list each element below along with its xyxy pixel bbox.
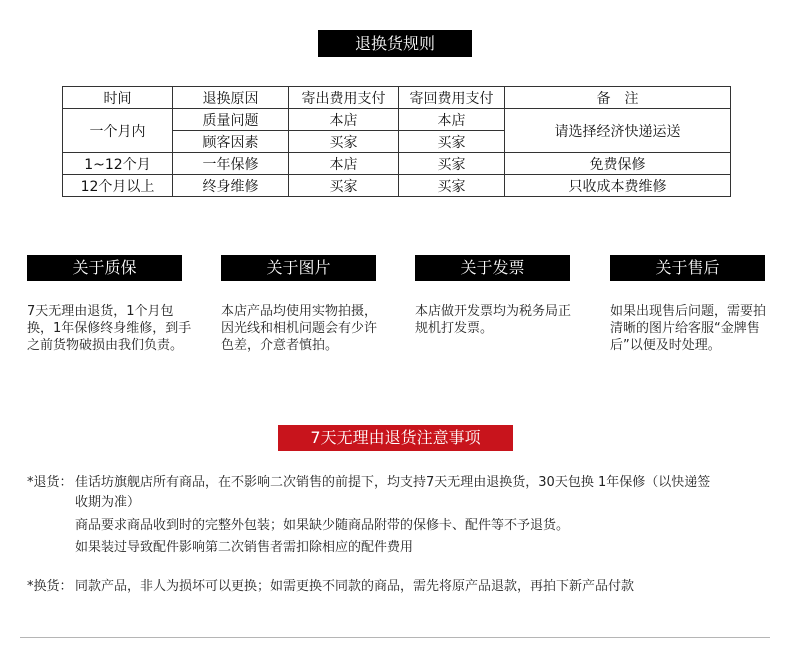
cell-reason: 顾客因素 bbox=[173, 131, 289, 153]
return-policy-line-1: 佳话坊旗舰店所有商品，在不影响二次销售的前提下，均支持7天无理由退换货，30天包换 1年保修（以快递签 bbox=[75, 475, 711, 490]
invoice-heading: 关于发票 bbox=[415, 255, 570, 281]
warranty-heading: 关于质保 bbox=[27, 255, 182, 281]
cell-return-fee: 本店 bbox=[399, 109, 505, 131]
cell-note: 免费保修 bbox=[505, 153, 731, 175]
return-policy-line-4: 如果装过导致配件影响第二次销售者需扣除相应的配件费用 bbox=[75, 540, 414, 555]
photos-heading: 关于图片 bbox=[221, 255, 376, 281]
cell-reason: 质量问题 bbox=[173, 109, 289, 131]
cell-note: 只收成本费维修 bbox=[505, 175, 731, 197]
table-row bbox=[63, 109, 731, 131]
warranty-text: 7天无理由退货，1个月包换，1年保修终身维修，到手之前货物破损由我们负责。 bbox=[27, 304, 192, 353]
invoice-text: 本店做开发票均为税务局正规机打发票。 bbox=[415, 304, 572, 336]
return-rules-table bbox=[62, 86, 731, 197]
cell-reason: 一年保修 bbox=[173, 153, 289, 175]
return-policy-line-3: 商品要求商品收到时的完整外包装；如果缺少随商品附带的保修卡、配件等不予退货。 bbox=[75, 518, 570, 533]
return-policy-line-2: 收期为准） bbox=[75, 495, 141, 510]
cell-time: 1~12个月 bbox=[63, 153, 173, 175]
cell-time: 一个月内 bbox=[63, 109, 173, 153]
header-send-fee: 寄出费用支付 bbox=[289, 87, 399, 109]
photos-text: 本店产品均使用实物拍摄，因光线和相机问题会有少许色差，介意者慎拍。 bbox=[221, 304, 378, 353]
after-sales-heading: 关于售后 bbox=[610, 255, 765, 281]
cell-note: 请选择经济快递运送 bbox=[505, 109, 731, 153]
cell-return-fee: 买家 bbox=[399, 175, 505, 197]
cell-return-fee: 买家 bbox=[399, 153, 505, 175]
header-time: 时间 bbox=[63, 87, 173, 109]
table-row bbox=[63, 175, 731, 197]
header-reason: 退换原因 bbox=[173, 87, 289, 109]
header-return-fee: 寄回费用支付 bbox=[399, 87, 505, 109]
cell-send-fee: 买家 bbox=[289, 175, 399, 197]
cell-reason: 终身维修 bbox=[173, 175, 289, 197]
exchange-policy-text: 同款产品，非人为损坏可以更换；如需更换不同款的商品，需先将原产品退款，再拍下新产品付款 bbox=[75, 579, 635, 594]
return-policy-label: *退货： bbox=[27, 475, 73, 490]
cell-time: 12个月以上 bbox=[63, 175, 173, 197]
cell-send-fee: 本店 bbox=[289, 109, 399, 131]
page-title: 退换货规则 bbox=[318, 30, 472, 57]
notice-heading: 7天无理由退货注意事项 bbox=[278, 425, 513, 451]
table-row bbox=[63, 153, 731, 175]
cell-send-fee: 本店 bbox=[289, 153, 399, 175]
header-note: 备 注 bbox=[505, 87, 731, 109]
cell-send-fee: 买家 bbox=[289, 131, 399, 153]
cell-return-fee: 买家 bbox=[399, 131, 505, 153]
after-sales-text: 如果出现售后问题，需要拍清晰的图片给客服“金牌售后”以便及时处理。 bbox=[610, 304, 767, 353]
table-header-row bbox=[63, 87, 731, 109]
exchange-policy-label: *换货： bbox=[27, 579, 73, 594]
bottom-divider bbox=[20, 637, 770, 638]
